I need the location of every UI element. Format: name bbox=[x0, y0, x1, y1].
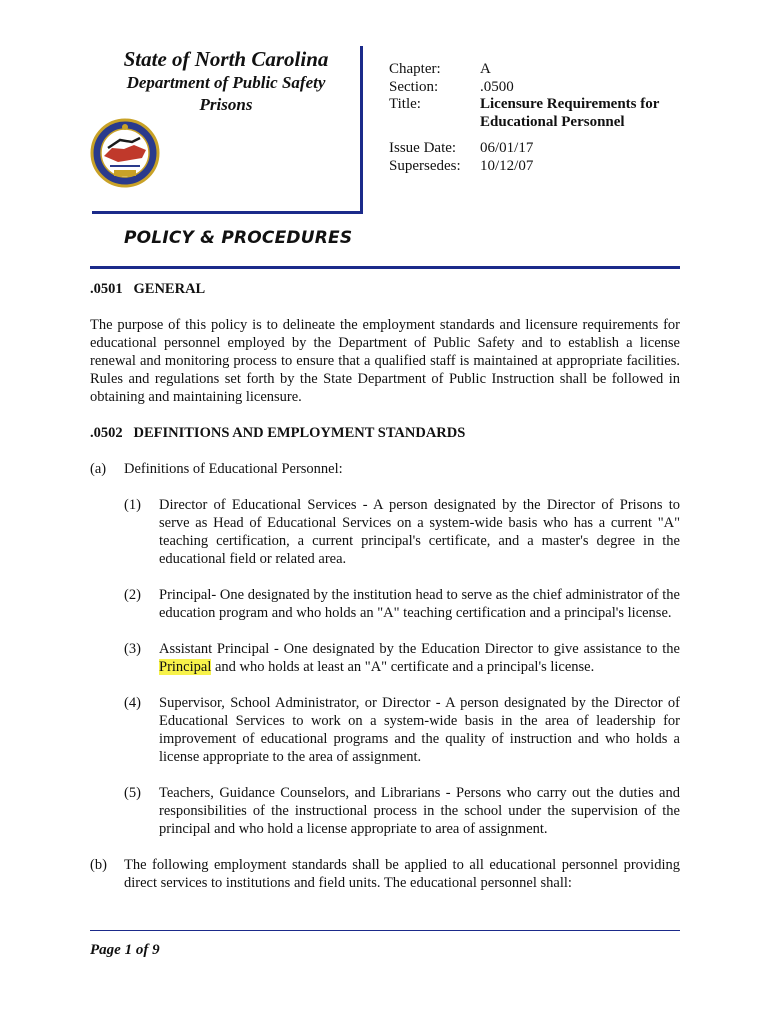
highlighted-word: Principal bbox=[159, 659, 212, 675]
subsection-a-label: (a) bbox=[90, 461, 107, 477]
general-heading: .0501 GENERAL bbox=[90, 281, 206, 297]
chapter-label: Chapter: bbox=[389, 61, 441, 77]
subsection-a-text: Definitions of Educational Personnel: bbox=[124, 461, 343, 477]
definition-item bbox=[124, 496, 680, 568]
item-text-before: Assistant Principal - One designated by the Education Director to give assistance to the bbox=[159, 641, 680, 657]
policy-heading: POLICY & PROCEDURES bbox=[124, 228, 353, 248]
item-text: Director of Educational Services - A person designated by the Director of Prisons to serve as Head of Educational Services on a system-wide basis who has a current "A" teaching certification, a current principal's certificate, and a master's degree in the educational field or related area. bbox=[159, 497, 680, 567]
item-text-after: and who holds at least an "A" certificate and a principal's license. bbox=[211, 659, 595, 675]
supersedes-label: Supersedes: bbox=[389, 157, 461, 174]
item-number: (4) bbox=[124, 695, 141, 711]
meta-issue-date bbox=[389, 140, 700, 158]
supersedes-value: 10/12/07 bbox=[480, 157, 534, 174]
meta-section bbox=[389, 79, 700, 97]
header-divider-horizontal bbox=[92, 211, 363, 214]
title-label: Title: bbox=[389, 96, 421, 112]
subsection-b-label: (b) bbox=[90, 857, 107, 873]
subsection-a bbox=[90, 460, 680, 478]
item-number: (3) bbox=[124, 641, 141, 657]
policy-divider bbox=[90, 266, 680, 269]
item-number: (1) bbox=[124, 497, 141, 513]
issue-date-value: 06/01/17 bbox=[480, 140, 534, 156]
item-text bbox=[159, 640, 680, 676]
item-number: (5) bbox=[124, 785, 141, 801]
definition-item bbox=[124, 694, 680, 766]
item-text: Supervisor, School Administrator, or Director - A person designated by the Director of Educational Services to work on a system-wide basis in the area of leadership for improvement of educational programs and the quality of instruction and who holds a license appropriate to the area of assignment. bbox=[159, 695, 680, 765]
document-meta bbox=[389, 61, 700, 175]
meta-supersedes bbox=[389, 158, 700, 176]
division-title: Prisons bbox=[199, 95, 253, 114]
header-divider-vertical bbox=[360, 46, 363, 214]
definition-item bbox=[124, 784, 680, 838]
general-paragraph: The purpose of this policy is to delineate the employment standards and licensure requirements for educational personnel employed by the Department of Public Safety and to establish a license renewal and monitoring process to ensure that a qualified staff is maintained at appropriate facilities. Rules and regulations set forth by the State Department of Public Instruction shall be followed in obtaining and maintaining licensure. bbox=[90, 317, 680, 405]
issue-date-label: Issue Date: bbox=[389, 140, 457, 156]
item-text: Principal- One designated by the institution head to serve as the chief administrator of the education program and who holds an "A" teaching certification and a principal's license. bbox=[159, 587, 680, 621]
meta-chapter bbox=[389, 61, 700, 79]
item-number: (2) bbox=[124, 587, 141, 603]
definition-item bbox=[124, 640, 680, 676]
document-body bbox=[90, 280, 680, 910]
subsection-b-text: The following employment standards shall be applied to all educational personnel providing direct services to institutions and field units. The educational personnel shall: bbox=[124, 857, 680, 891]
department-title: Department of Public Safety bbox=[126, 73, 326, 92]
definitions-heading: .0502 DEFINITIONS AND EMPLOYMENT STANDARDS bbox=[90, 425, 466, 441]
definition-item bbox=[124, 586, 680, 622]
document-header bbox=[92, 46, 360, 116]
chapter-value: A bbox=[480, 61, 491, 77]
nc-prisons-seal-icon bbox=[90, 118, 160, 188]
item-text: Teachers, Guidance Counselors, and Librarians - Persons who carry out the duties and responsibilities of the instructional process in the school under the supervision of the principal and who hold a license appropriate to area of assignment. bbox=[159, 785, 680, 837]
section-value: .0500 bbox=[480, 78, 514, 95]
meta-title bbox=[389, 96, 700, 114]
subsection-b bbox=[90, 856, 680, 892]
title-value-line1: Licensure Requirements for bbox=[480, 96, 660, 112]
title-value-line2: Educational Personnel bbox=[480, 113, 625, 130]
page-number: Page 1 of 9 bbox=[90, 942, 160, 958]
state-title: State of North Carolina bbox=[123, 47, 329, 71]
footer-divider bbox=[90, 930, 680, 931]
section-label: Section: bbox=[389, 78, 439, 95]
